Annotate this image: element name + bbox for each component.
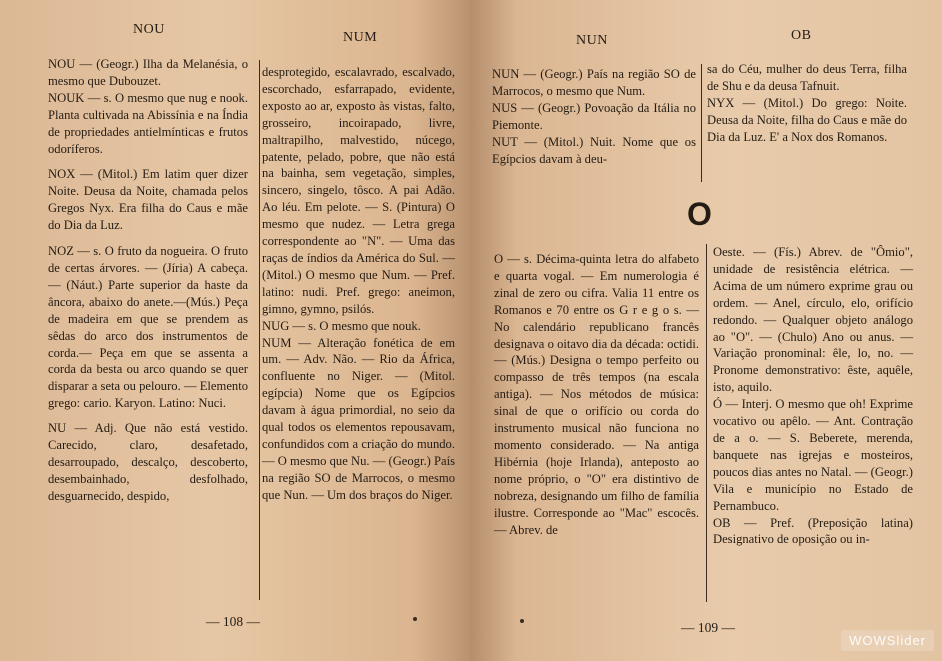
- entry-num: NUM — Alteração fonética de em um. — Adv. Não. — Rio da África, confluente no Niger. — (Mitol. egípcia) Nome que os Egípcios davam à água primordial, no seio da qual todos os elementos repousavam, confundidos com a criação do mundo. — O mesmo que Nu. — (Geogr.) País na região SO de Marrocos, o mesmo que Nun. — Um dos braços do Niger.: [262, 335, 455, 502]
- page-number-right: — 109 —: [681, 620, 735, 635]
- left-header-left: NOU: [133, 22, 165, 37]
- right-header-left: NUN: [576, 33, 608, 48]
- column-divider: [706, 244, 707, 602]
- entry-nox: NOX — (Mitol.) Em latim quer dizer Noite. Deusa da Noite, chamada pelos Gregos Nyx. Era filha do Caus e mãe do Dia da Luz.: [48, 167, 248, 233]
- entry-o: O — s. Décima-quinta letra do alfabeto e quarta vogal. — Em numerologia é zinal de zero ou cifra. Valia 11 entre os Romanos e 70 entre os G r e g o s. — No calendário republicano francês designava o oitavo dia da década: octidi. — (Mús.) Designa o tempo perfeito ou compasso de três tempos (na escala antiga). — Nos métodos de música: sinal de que o orifício ou corda do instrumento musical não funciona no momento considerado. — Na antiga Hibérnia (hoje Irlanda), anteposto ao nome próprio, o "O" era distintivo de nobreza, designando um filho de família ilustre. Corresponde ao "Mac" escocês. — Abrev. de: [494, 252, 699, 537]
- entry-nut-continued: sa do Céu, mulher do deus Terra, filha de Shu e da deusa Tafnuit.: [707, 62, 907, 93]
- left-header-right: NUM: [343, 30, 378, 45]
- entry-o-interj: Ó — Interj. O mesmo que oh! Exprime vocativo ou apêlo. — Ant. Contração de a o. — S. Beberete, merenda, banquete nas igrejas e mosteiros, poucos dias antes no Natal. — (Geogr.) Vila e município no Estado de Pernambuco.: [713, 397, 913, 513]
- right-column-2: [713, 244, 913, 548]
- entry-noz: NOZ — s. O fruto da nogueira. O fruto de certas árvores. — (Jíria) A cabeça. — (Náut.) Parte superior da haste da âncora, abaixo do anete.—(Mús.) Peça de madeira em que se prendem as sêdas do arco dos instrumentos de corda.— Peça em que se assenta a corda da besta ou arco quando se quer disparar a seta ou pelouro. — Elemento grego: cario. Karyon. Latino: Nuci.: [48, 244, 248, 411]
- right-top-column-1: [492, 66, 696, 167]
- entry-o-continued: Oeste. — (Fís.) Abrev. de "Ômio", unidade de resistência elétrica. — Acima de um número exprime grau ou ordem. — Anel, círculo, elo, orifício redondo. — Qualquer objeto análogo ao "O". — (Chulo) Ano ou anus. — Variação pronominal: êle, lo, no. — Pronome demonstrativo: êste, aquêle, isto, aquilo.: [713, 245, 913, 395]
- print-speck: [413, 617, 417, 621]
- left-column-1: [48, 56, 248, 505]
- left-page: [0, 0, 470, 661]
- right-top-column-2: [707, 61, 907, 146]
- column-divider: [259, 60, 260, 600]
- entry-nou: NOU — (Geogr.) Ilha da Melanésia, o mesmo que Dubouzet.: [48, 57, 248, 88]
- entry-nug: NUG — s. O mesmo que nouk.: [262, 318, 421, 333]
- page-number-left: — 108 —: [206, 614, 260, 629]
- entry-nun: NUN — (Geogr.) País na região SO de Marrocos, o mesmo que Num.: [492, 67, 696, 98]
- print-speck: [520, 619, 524, 623]
- entry-nu-continued: desprotegido, escalavrado, escalvado, escorchado, esfarrapado, evidente, exposto ao ar, exposto às vistas, falto, grosseiro, incoirapado, livre, maltrapilho, malvestido, núcego, patente, pelado, pobre, que não está na bainha, sem vegetação, simples, sincero, singelo, tôsco. A pai Adão. Ao léu. Em pelote. — S. (Pintura) O mesmo que nudez. — Letra grega correspondente ao "N". — Uma das raças de índios da América do Sul. — (Mitol.) O mesmo que Num. — Pref. latino: nudi. Pref. grego: aneimon, gimno, gymno, psilós.: [262, 65, 455, 316]
- entry-nut: NUT — (Mitol.) Nuit. Nome que os Egípcios davam à deu-: [492, 134, 696, 166]
- section-letter: O: [687, 196, 712, 232]
- entry-nyx: NYX — (Mitol.) Do grego: Noite. Deusa da Noite, filha do Caus e mãe do Dia da Luz. E' a Nox dos Romanos.: [707, 95, 907, 144]
- entry-nu: NU — Adj. Que não está vestido. Carecido, claro, desafetado, desarroupado, descalço, descoberto, desembainhado, desfolhado, desguarnecido, despido,: [48, 421, 248, 503]
- left-column-2: [262, 64, 455, 504]
- entry-nus: NUS — (Geogr.) Povoação da Itália no Piemonte.: [492, 100, 696, 132]
- entry-nouk: NOUK — s. O mesmo que nug e nook. Planta cultivada na Abissínia e na Índia de propriedades antielmínticas e frutos odoríferos.: [48, 90, 248, 156]
- right-page: [470, 0, 942, 661]
- watermark-badge: WOWSlider: [841, 630, 934, 651]
- entry-ob: OB — Pref. (Preposição latina) Designativo de oposição ou in-: [713, 515, 913, 547]
- top-column-divider: [701, 64, 702, 182]
- right-header-right: OB: [791, 28, 812, 43]
- right-column-1: [494, 251, 699, 538]
